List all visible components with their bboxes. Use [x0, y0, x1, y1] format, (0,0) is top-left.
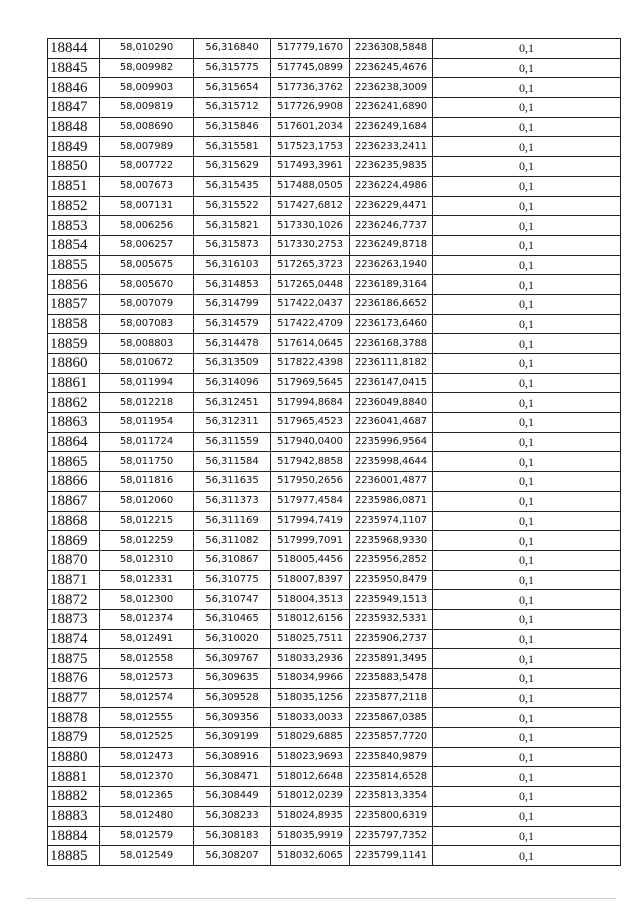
latitude-cell: 58,011994 — [100, 373, 194, 393]
table-row — [48, 235, 621, 255]
point-number-cell: 18872 — [48, 590, 100, 610]
longitude-cell: 56,308207 — [194, 846, 271, 866]
y-coordinate-cell: 2236189,3164 — [350, 275, 433, 295]
point-number-cell: 18850 — [48, 157, 100, 177]
latitude-cell: 58,010290 — [100, 39, 194, 59]
y-coordinate-cell: 2236173,6460 — [350, 314, 433, 334]
latitude-cell: 58,007722 — [100, 157, 194, 177]
table-row — [48, 432, 621, 452]
x-coordinate-cell: 517940,0400 — [271, 432, 350, 452]
latitude-cell: 58,011750 — [100, 452, 194, 472]
longitude-cell: 56,315712 — [194, 98, 271, 118]
table-row — [48, 609, 621, 629]
x-coordinate-cell: 518035,1256 — [271, 688, 350, 708]
point-number-cell: 18882 — [48, 787, 100, 807]
longitude-cell: 56,308183 — [194, 826, 271, 846]
table-row — [48, 176, 621, 196]
accuracy-cell: 0,1 — [433, 609, 621, 629]
longitude-cell: 56,312311 — [194, 413, 271, 433]
x-coordinate-cell: 518032,6065 — [271, 846, 350, 866]
latitude-cell: 58,006256 — [100, 216, 194, 236]
coordinates-table — [47, 38, 621, 866]
longitude-cell: 56,309767 — [194, 649, 271, 669]
accuracy-cell: 0,1 — [433, 728, 621, 748]
table-row — [48, 787, 621, 807]
table-row — [48, 708, 621, 728]
x-coordinate-cell: 517994,7419 — [271, 511, 350, 531]
longitude-cell: 56,315435 — [194, 176, 271, 196]
point-number-cell: 18844 — [48, 39, 100, 59]
x-coordinate-cell: 517330,2753 — [271, 235, 350, 255]
y-coordinate-cell: 2236249,1684 — [350, 117, 433, 137]
table-row — [48, 688, 621, 708]
latitude-cell: 58,012574 — [100, 688, 194, 708]
accuracy-cell: 0,1 — [433, 78, 621, 98]
table-row — [48, 373, 621, 393]
accuracy-cell: 0,1 — [433, 137, 621, 157]
latitude-cell: 58,007673 — [100, 176, 194, 196]
table-row — [48, 649, 621, 669]
y-coordinate-cell: 2236041,4687 — [350, 413, 433, 433]
longitude-cell: 56,311559 — [194, 432, 271, 452]
y-coordinate-cell: 2235813,3354 — [350, 787, 433, 807]
latitude-cell: 58,012525 — [100, 728, 194, 748]
longitude-cell: 56,314096 — [194, 373, 271, 393]
point-number-cell: 18857 — [48, 294, 100, 314]
table-row — [48, 275, 621, 295]
point-number-cell: 18875 — [48, 649, 100, 669]
x-coordinate-cell: 517726,9908 — [271, 98, 350, 118]
y-coordinate-cell: 2236245,4676 — [350, 58, 433, 78]
latitude-cell: 58,007131 — [100, 196, 194, 216]
latitude-cell: 58,012573 — [100, 669, 194, 689]
longitude-cell: 56,314579 — [194, 314, 271, 334]
table-row — [48, 767, 621, 787]
x-coordinate-cell: 517965,4523 — [271, 413, 350, 433]
table-row — [48, 511, 621, 531]
x-coordinate-cell: 517994,8684 — [271, 393, 350, 413]
x-coordinate-cell: 518033,2936 — [271, 649, 350, 669]
accuracy-cell: 0,1 — [433, 413, 621, 433]
longitude-cell: 56,310775 — [194, 570, 271, 590]
y-coordinate-cell: 2235867,0385 — [350, 708, 433, 728]
table-row — [48, 590, 621, 610]
latitude-cell: 58,012549 — [100, 846, 194, 866]
x-coordinate-cell: 518012,6156 — [271, 609, 350, 629]
y-coordinate-cell: 2235998,4644 — [350, 452, 433, 472]
accuracy-cell: 0,1 — [433, 354, 621, 374]
x-coordinate-cell: 517265,3723 — [271, 255, 350, 275]
table-row — [48, 354, 621, 374]
longitude-cell: 56,311082 — [194, 531, 271, 551]
accuracy-cell: 0,1 — [433, 176, 621, 196]
point-number-cell: 18852 — [48, 196, 100, 216]
x-coordinate-cell: 518012,0239 — [271, 787, 350, 807]
y-coordinate-cell: 2236241,6890 — [350, 98, 433, 118]
accuracy-cell: 0,1 — [433, 196, 621, 216]
latitude-cell: 58,007079 — [100, 294, 194, 314]
longitude-cell: 56,309356 — [194, 708, 271, 728]
longitude-cell: 56,314853 — [194, 275, 271, 295]
latitude-cell: 58,007989 — [100, 137, 194, 157]
accuracy-cell: 0,1 — [433, 491, 621, 511]
table-row — [48, 117, 621, 137]
accuracy-cell: 0,1 — [433, 157, 621, 177]
x-coordinate-cell: 517523,1753 — [271, 137, 350, 157]
table-row — [48, 216, 621, 236]
y-coordinate-cell: 2236238,3009 — [350, 78, 433, 98]
point-number-cell: 18861 — [48, 373, 100, 393]
point-number-cell: 18859 — [48, 334, 100, 354]
point-number-cell: 18845 — [48, 58, 100, 78]
point-number-cell: 18862 — [48, 393, 100, 413]
x-coordinate-cell: 517745,0899 — [271, 58, 350, 78]
y-coordinate-cell: 2235799,1141 — [350, 846, 433, 866]
longitude-cell: 56,310867 — [194, 550, 271, 570]
point-number-cell: 18883 — [48, 806, 100, 826]
longitude-cell: 56,315821 — [194, 216, 271, 236]
point-number-cell: 18877 — [48, 688, 100, 708]
accuracy-cell: 0,1 — [433, 275, 621, 295]
latitude-cell: 58,012300 — [100, 590, 194, 610]
latitude-cell: 58,012370 — [100, 767, 194, 787]
accuracy-cell: 0,1 — [433, 531, 621, 551]
x-coordinate-cell: 517942,8858 — [271, 452, 350, 472]
longitude-cell: 56,310020 — [194, 629, 271, 649]
x-coordinate-cell: 517427,6812 — [271, 196, 350, 216]
point-number-cell: 18853 — [48, 216, 100, 236]
x-coordinate-cell: 517265,0448 — [271, 275, 350, 295]
y-coordinate-cell: 2236224,4986 — [350, 176, 433, 196]
page-bottom-rule — [26, 898, 616, 899]
y-coordinate-cell: 2236111,8182 — [350, 354, 433, 374]
longitude-cell: 56,308916 — [194, 747, 271, 767]
y-coordinate-cell: 2236263,1940 — [350, 255, 433, 275]
latitude-cell: 58,010672 — [100, 354, 194, 374]
y-coordinate-cell: 2236308,5848 — [350, 39, 433, 59]
y-coordinate-cell: 2235857,7720 — [350, 728, 433, 748]
accuracy-cell: 0,1 — [433, 826, 621, 846]
x-coordinate-cell: 517422,0437 — [271, 294, 350, 314]
point-number-cell: 18866 — [48, 472, 100, 492]
accuracy-cell: 0,1 — [433, 314, 621, 334]
longitude-cell: 56,315522 — [194, 196, 271, 216]
x-coordinate-cell: 517422,4709 — [271, 314, 350, 334]
latitude-cell: 58,007083 — [100, 314, 194, 334]
y-coordinate-cell: 2235949,1513 — [350, 590, 433, 610]
x-coordinate-cell: 518033,0033 — [271, 708, 350, 728]
accuracy-cell: 0,1 — [433, 550, 621, 570]
point-number-cell: 18869 — [48, 531, 100, 551]
x-coordinate-cell: 517977,4584 — [271, 491, 350, 511]
longitude-cell: 56,311584 — [194, 452, 271, 472]
accuracy-cell: 0,1 — [433, 117, 621, 137]
latitude-cell: 58,012558 — [100, 649, 194, 669]
point-number-cell: 18880 — [48, 747, 100, 767]
table-row — [48, 334, 621, 354]
accuracy-cell: 0,1 — [433, 472, 621, 492]
longitude-cell: 56,308233 — [194, 806, 271, 826]
accuracy-cell: 0,1 — [433, 39, 621, 59]
table-row — [48, 629, 621, 649]
longitude-cell: 56,312451 — [194, 393, 271, 413]
table-row — [48, 39, 621, 59]
longitude-cell: 56,315629 — [194, 157, 271, 177]
accuracy-cell: 0,1 — [433, 58, 621, 78]
latitude-cell: 58,011954 — [100, 413, 194, 433]
point-number-cell: 18874 — [48, 629, 100, 649]
accuracy-cell: 0,1 — [433, 669, 621, 689]
longitude-cell: 56,311373 — [194, 491, 271, 511]
x-coordinate-cell: 517493,3961 — [271, 157, 350, 177]
y-coordinate-cell: 2235800,6319 — [350, 806, 433, 826]
latitude-cell: 58,006257 — [100, 235, 194, 255]
accuracy-cell: 0,1 — [433, 708, 621, 728]
longitude-cell: 56,311169 — [194, 511, 271, 531]
point-number-cell: 18847 — [48, 98, 100, 118]
point-number-cell: 18865 — [48, 452, 100, 472]
accuracy-cell: 0,1 — [433, 235, 621, 255]
x-coordinate-cell: 518025,7511 — [271, 629, 350, 649]
latitude-cell: 58,005675 — [100, 255, 194, 275]
x-coordinate-cell: 517779,1670 — [271, 39, 350, 59]
y-coordinate-cell: 2235996,9564 — [350, 432, 433, 452]
y-coordinate-cell: 2236229,4471 — [350, 196, 433, 216]
longitude-cell: 56,311635 — [194, 472, 271, 492]
y-coordinate-cell: 2235974,1107 — [350, 511, 433, 531]
accuracy-cell: 0,1 — [433, 393, 621, 413]
table-row — [48, 255, 621, 275]
table-row — [48, 157, 621, 177]
table-row — [48, 58, 621, 78]
y-coordinate-cell: 2235932,5331 — [350, 609, 433, 629]
longitude-cell: 56,309635 — [194, 669, 271, 689]
x-coordinate-cell: 518005,4456 — [271, 550, 350, 570]
table-row — [48, 806, 621, 826]
x-coordinate-cell: 518023,9693 — [271, 747, 350, 767]
table-row — [48, 393, 621, 413]
point-number-cell: 18856 — [48, 275, 100, 295]
table-row — [48, 747, 621, 767]
point-number-cell: 18867 — [48, 491, 100, 511]
accuracy-cell: 0,1 — [433, 432, 621, 452]
latitude-cell: 58,005670 — [100, 275, 194, 295]
point-number-cell: 18873 — [48, 609, 100, 629]
accuracy-cell: 0,1 — [433, 216, 621, 236]
longitude-cell: 56,308449 — [194, 787, 271, 807]
point-number-cell: 18854 — [48, 235, 100, 255]
x-coordinate-cell: 517736,3762 — [271, 78, 350, 98]
longitude-cell: 56,315654 — [194, 78, 271, 98]
table-row — [48, 669, 621, 689]
y-coordinate-cell: 2235840,9879 — [350, 747, 433, 767]
y-coordinate-cell: 2236233,2411 — [350, 137, 433, 157]
latitude-cell: 58,009819 — [100, 98, 194, 118]
table-row — [48, 472, 621, 492]
point-number-cell: 18849 — [48, 137, 100, 157]
point-number-cell: 18863 — [48, 413, 100, 433]
y-coordinate-cell: 2236168,3788 — [350, 334, 433, 354]
y-coordinate-cell: 2235968,9330 — [350, 531, 433, 551]
latitude-cell: 58,008690 — [100, 117, 194, 137]
table-row — [48, 294, 621, 314]
y-coordinate-cell: 2236235,9835 — [350, 157, 433, 177]
table-row — [48, 550, 621, 570]
table-row — [48, 196, 621, 216]
point-number-cell: 18851 — [48, 176, 100, 196]
accuracy-cell: 0,1 — [433, 649, 621, 669]
table-row — [48, 826, 621, 846]
x-coordinate-cell: 518012,6648 — [271, 767, 350, 787]
accuracy-cell: 0,1 — [433, 452, 621, 472]
table-row — [48, 137, 621, 157]
latitude-cell: 58,012310 — [100, 550, 194, 570]
y-coordinate-cell: 2235797,7352 — [350, 826, 433, 846]
y-coordinate-cell: 2236001,4877 — [350, 472, 433, 492]
table-row — [48, 452, 621, 472]
longitude-cell: 56,314799 — [194, 294, 271, 314]
accuracy-cell: 0,1 — [433, 590, 621, 610]
x-coordinate-cell: 517950,2656 — [271, 472, 350, 492]
x-coordinate-cell: 517614,0645 — [271, 334, 350, 354]
point-number-cell: 18879 — [48, 728, 100, 748]
x-coordinate-cell: 517999,7091 — [271, 531, 350, 551]
latitude-cell: 58,011816 — [100, 472, 194, 492]
x-coordinate-cell: 518029,6885 — [271, 728, 350, 748]
x-coordinate-cell: 518007,8397 — [271, 570, 350, 590]
latitude-cell: 58,012215 — [100, 511, 194, 531]
latitude-cell: 58,012579 — [100, 826, 194, 846]
longitude-cell: 56,314478 — [194, 334, 271, 354]
table-row — [48, 314, 621, 334]
accuracy-cell: 0,1 — [433, 806, 621, 826]
accuracy-cell: 0,1 — [433, 787, 621, 807]
y-coordinate-cell: 2235950,8479 — [350, 570, 433, 590]
accuracy-cell: 0,1 — [433, 294, 621, 314]
longitude-cell: 56,315873 — [194, 235, 271, 255]
latitude-cell: 58,012331 — [100, 570, 194, 590]
accuracy-cell: 0,1 — [433, 688, 621, 708]
latitude-cell: 58,012374 — [100, 609, 194, 629]
longitude-cell: 56,316840 — [194, 39, 271, 59]
table-row — [48, 728, 621, 748]
longitude-cell: 56,310465 — [194, 609, 271, 629]
x-coordinate-cell: 517601,2034 — [271, 117, 350, 137]
longitude-cell: 56,310747 — [194, 590, 271, 610]
table-row — [48, 846, 621, 866]
table-row — [48, 570, 621, 590]
accuracy-cell: 0,1 — [433, 767, 621, 787]
x-coordinate-cell: 518024,8935 — [271, 806, 350, 826]
y-coordinate-cell: 2235891,3495 — [350, 649, 433, 669]
y-coordinate-cell: 2236186,6652 — [350, 294, 433, 314]
latitude-cell: 58,012555 — [100, 708, 194, 728]
table-row — [48, 491, 621, 511]
accuracy-cell: 0,1 — [433, 373, 621, 393]
table-row — [48, 413, 621, 433]
longitude-cell: 56,315775 — [194, 58, 271, 78]
accuracy-cell: 0,1 — [433, 629, 621, 649]
x-coordinate-cell: 518004,3513 — [271, 590, 350, 610]
y-coordinate-cell: 2235883,5478 — [350, 669, 433, 689]
y-coordinate-cell: 2235956,2852 — [350, 550, 433, 570]
y-coordinate-cell: 2236246,7737 — [350, 216, 433, 236]
x-coordinate-cell: 518034,9966 — [271, 669, 350, 689]
x-coordinate-cell: 517330,1026 — [271, 216, 350, 236]
latitude-cell: 58,012480 — [100, 806, 194, 826]
table-body — [48, 39, 621, 866]
latitude-cell: 58,008803 — [100, 334, 194, 354]
accuracy-cell: 0,1 — [433, 747, 621, 767]
latitude-cell: 58,012491 — [100, 629, 194, 649]
table-row — [48, 78, 621, 98]
longitude-cell: 56,309199 — [194, 728, 271, 748]
longitude-cell: 56,315846 — [194, 117, 271, 137]
x-coordinate-cell: 517822,4398 — [271, 354, 350, 374]
point-number-cell: 18858 — [48, 314, 100, 334]
y-coordinate-cell: 2236147,0415 — [350, 373, 433, 393]
point-number-cell: 18855 — [48, 255, 100, 275]
latitude-cell: 58,012218 — [100, 393, 194, 413]
longitude-cell: 56,313509 — [194, 354, 271, 374]
point-number-cell: 18871 — [48, 570, 100, 590]
longitude-cell: 56,308471 — [194, 767, 271, 787]
y-coordinate-cell: 2235877,2118 — [350, 688, 433, 708]
point-number-cell: 18884 — [48, 826, 100, 846]
latitude-cell: 58,012259 — [100, 531, 194, 551]
point-number-cell: 18870 — [48, 550, 100, 570]
table-row — [48, 531, 621, 551]
longitude-cell: 56,316103 — [194, 255, 271, 275]
accuracy-cell: 0,1 — [433, 511, 621, 531]
point-number-cell: 18868 — [48, 511, 100, 531]
longitude-cell: 56,315581 — [194, 137, 271, 157]
latitude-cell: 58,012473 — [100, 747, 194, 767]
latitude-cell: 58,012060 — [100, 491, 194, 511]
accuracy-cell: 0,1 — [433, 846, 621, 866]
point-number-cell: 18876 — [48, 669, 100, 689]
point-number-cell: 18885 — [48, 846, 100, 866]
y-coordinate-cell: 2236049,8840 — [350, 393, 433, 413]
point-number-cell: 18878 — [48, 708, 100, 728]
accuracy-cell: 0,1 — [433, 255, 621, 275]
latitude-cell: 58,012365 — [100, 787, 194, 807]
point-number-cell: 18848 — [48, 117, 100, 137]
point-number-cell: 18864 — [48, 432, 100, 452]
table-row — [48, 98, 621, 118]
accuracy-cell: 0,1 — [433, 334, 621, 354]
latitude-cell: 58,009903 — [100, 78, 194, 98]
x-coordinate-cell: 518035,9919 — [271, 826, 350, 846]
y-coordinate-cell: 2235814,6528 — [350, 767, 433, 787]
accuracy-cell: 0,1 — [433, 570, 621, 590]
longitude-cell: 56,309528 — [194, 688, 271, 708]
accuracy-cell: 0,1 — [433, 98, 621, 118]
x-coordinate-cell: 517969,5645 — [271, 373, 350, 393]
latitude-cell: 58,011724 — [100, 432, 194, 452]
y-coordinate-cell: 2236249,8718 — [350, 235, 433, 255]
x-coordinate-cell: 517488,0505 — [271, 176, 350, 196]
point-number-cell: 18846 — [48, 78, 100, 98]
latitude-cell: 58,009982 — [100, 58, 194, 78]
y-coordinate-cell: 2235986,0871 — [350, 491, 433, 511]
point-number-cell: 18881 — [48, 767, 100, 787]
point-number-cell: 18860 — [48, 354, 100, 374]
y-coordinate-cell: 2235906,2737 — [350, 629, 433, 649]
